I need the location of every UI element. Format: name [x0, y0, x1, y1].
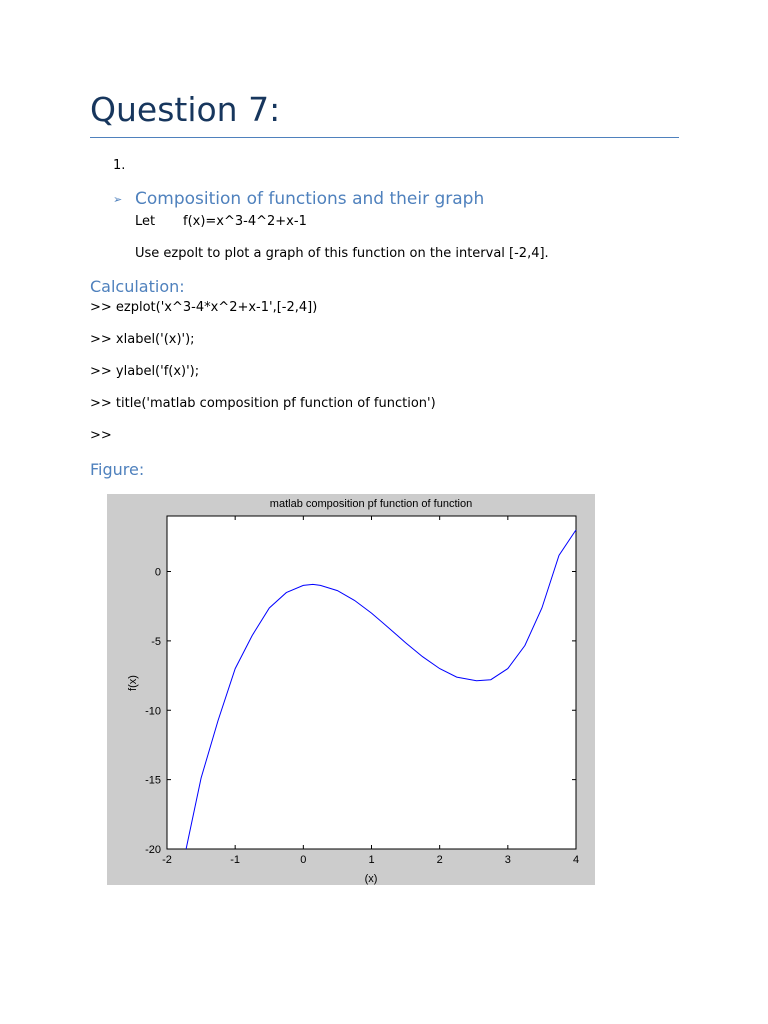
command-line: >> title('matlab composition pf function of function'): [90, 396, 436, 411]
x-tick-label: 0: [300, 854, 307, 866]
y-tick-label: -10: [145, 705, 161, 718]
x-tick-label: 1: [368, 854, 375, 866]
y-tick-label: 0: [154, 566, 161, 579]
page-title: Question 7:: [90, 90, 281, 129]
command-line: >> ylabel('f(x)');: [90, 364, 200, 379]
list-number: 1.: [113, 158, 126, 173]
x-tick-label: 4: [572, 854, 580, 866]
instruction-text: Use ezpolt to plot a graph of this function on the interval [-2,4].: [135, 246, 549, 261]
title-divider: [90, 137, 679, 138]
y-tick-label: -15: [145, 774, 161, 787]
function-definition: f(x)=x^3-4^2+x-1: [183, 214, 307, 229]
chart-title: matlab composition pf function of function: [269, 498, 473, 510]
section-heading: Composition of functions and their graph: [135, 189, 485, 209]
command-line: >> ezplot('x^3-4*x^2+x-1',[-2,4]): [90, 300, 318, 315]
let-word: Let: [135, 214, 156, 229]
command-line: >> xlabel('(x)');: [90, 332, 195, 347]
x-tick-label: 2: [436, 854, 443, 866]
matlab-figure: [107, 494, 595, 885]
x-tick-label: -1: [230, 854, 241, 866]
command-line: >>: [90, 428, 112, 443]
plot-area: [167, 516, 576, 849]
figure-heading: Figure:: [90, 460, 145, 479]
x-tick-label: -2: [162, 854, 172, 866]
y-tick-label: -20: [145, 844, 161, 856]
x-tick-label: 3: [504, 854, 511, 866]
chart: [107, 494, 595, 885]
calculation-heading: Calculation:: [90, 277, 185, 296]
bullet-arrow-icon: ➢: [113, 193, 123, 206]
x-axis-label: (x): [364, 873, 378, 885]
y-axis-label: f(x): [127, 675, 139, 691]
y-tick-label: -5: [151, 635, 161, 648]
